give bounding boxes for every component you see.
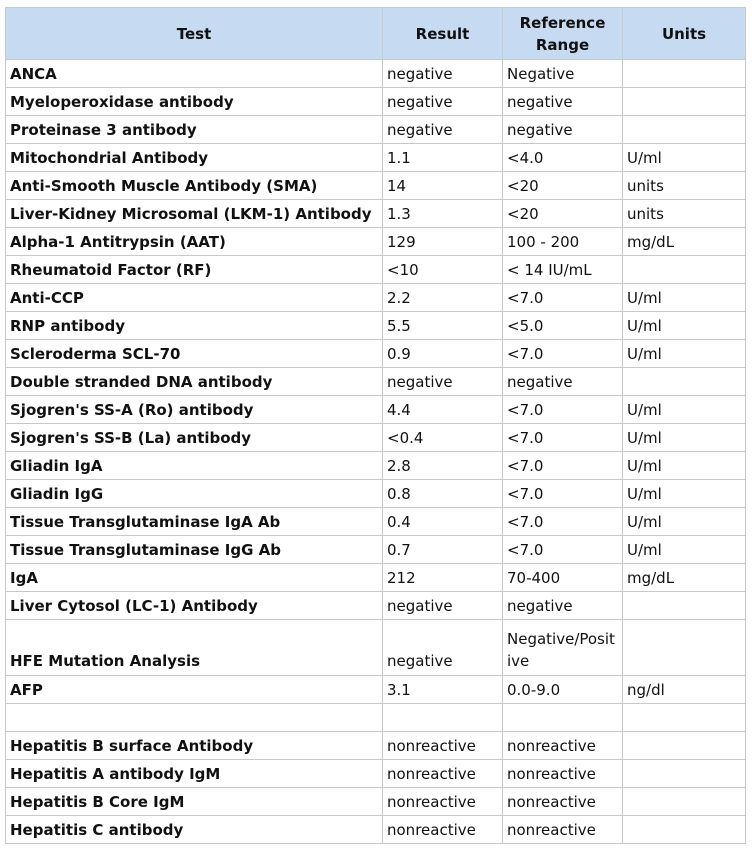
cell-units: units bbox=[623, 172, 746, 200]
cell-units: U/ml bbox=[623, 424, 746, 452]
header-result: Result bbox=[383, 8, 503, 60]
cell-units bbox=[623, 116, 746, 144]
cell-units: U/ml bbox=[623, 508, 746, 536]
cell-reference-range: <7.0 bbox=[503, 536, 623, 564]
cell-reference-range: <7.0 bbox=[503, 340, 623, 368]
cell-reference-range: nonreactive bbox=[503, 788, 623, 816]
cell-units bbox=[623, 88, 746, 116]
cell-reference-range: <4.0 bbox=[503, 144, 623, 172]
cell-units: units bbox=[623, 200, 746, 228]
cell-result: negative bbox=[383, 620, 503, 676]
table-row bbox=[6, 704, 746, 732]
table-row bbox=[6, 172, 746, 200]
cell-reference-range: nonreactive bbox=[503, 816, 623, 844]
cell-units: U/ml bbox=[623, 480, 746, 508]
table-row bbox=[6, 480, 746, 508]
cell-reference-range: <20 bbox=[503, 172, 623, 200]
cell-test: Tissue Transglutaminase IgA Ab bbox=[6, 508, 383, 536]
cell-test bbox=[6, 704, 383, 732]
cell-units bbox=[623, 760, 746, 788]
cell-test: Liver Cytosol (LC-1) Antibody bbox=[6, 592, 383, 620]
cell-test: Hepatitis B Core IgM bbox=[6, 788, 383, 816]
table-row bbox=[6, 60, 746, 88]
cell-units: U/ml bbox=[623, 396, 746, 424]
cell-result: negative bbox=[383, 88, 503, 116]
cell-test: AFP bbox=[6, 676, 383, 704]
cell-test: Rheumatoid Factor (RF) bbox=[6, 256, 383, 284]
cell-result: nonreactive bbox=[383, 788, 503, 816]
cell-test: Gliadin IgA bbox=[6, 452, 383, 480]
cell-units bbox=[623, 732, 746, 760]
cell-reference-range: negative bbox=[503, 116, 623, 144]
header-test: Test bbox=[6, 8, 383, 60]
table-row bbox=[6, 564, 746, 592]
cell-result: 129 bbox=[383, 228, 503, 256]
table-row bbox=[6, 340, 746, 368]
cell-result: 14 bbox=[383, 172, 503, 200]
cell-result: negative bbox=[383, 60, 503, 88]
table-row bbox=[6, 536, 746, 564]
cell-reference-range: 100 - 200 bbox=[503, 228, 623, 256]
cell-units bbox=[623, 620, 746, 676]
cell-units bbox=[623, 592, 746, 620]
table-row bbox=[6, 620, 746, 676]
table-row bbox=[6, 88, 746, 116]
cell-reference-range: <7.0 bbox=[503, 424, 623, 452]
cell-units: U/ml bbox=[623, 340, 746, 368]
cell-result: 0.4 bbox=[383, 508, 503, 536]
cell-result: 0.9 bbox=[383, 340, 503, 368]
cell-reference-range: nonreactive bbox=[503, 760, 623, 788]
cell-result: negative bbox=[383, 116, 503, 144]
cell-units: mg/dL bbox=[623, 564, 746, 592]
cell-result: <0.4 bbox=[383, 424, 503, 452]
cell-result: 1.1 bbox=[383, 144, 503, 172]
cell-reference-range: <20 bbox=[503, 200, 623, 228]
cell-reference-range: nonreactive bbox=[503, 732, 623, 760]
cell-reference-range: <5.0 bbox=[503, 312, 623, 340]
cell-units: ng/dl bbox=[623, 676, 746, 704]
table-row bbox=[6, 256, 746, 284]
cell-test: RNP antibody bbox=[6, 312, 383, 340]
cell-units: U/ml bbox=[623, 536, 746, 564]
cell-test: Myeloperoxidase antibody bbox=[6, 88, 383, 116]
cell-reference-range: <7.0 bbox=[503, 284, 623, 312]
cell-test: Anti-CCP bbox=[6, 284, 383, 312]
cell-test: Tissue Transglutaminase IgG Ab bbox=[6, 536, 383, 564]
cell-test: Liver-Kidney Microsomal (LKM-1) Antibody bbox=[6, 200, 383, 228]
table-row bbox=[6, 228, 746, 256]
table-row bbox=[6, 592, 746, 620]
cell-reference-range: negative bbox=[503, 368, 623, 396]
header-reference-range bbox=[503, 8, 623, 60]
cell-units: U/ml bbox=[623, 284, 746, 312]
cell-units bbox=[623, 704, 746, 732]
cell-test: IgA bbox=[6, 564, 383, 592]
cell-result: 212 bbox=[383, 564, 503, 592]
cell-reference-range: <7.0 bbox=[503, 452, 623, 480]
cell-units bbox=[623, 788, 746, 816]
cell-result: 2.2 bbox=[383, 284, 503, 312]
cell-reference-range bbox=[503, 704, 623, 732]
cell-result bbox=[383, 704, 503, 732]
cell-result: 1.3 bbox=[383, 200, 503, 228]
cell-test: HFE Mutation Analysis bbox=[6, 620, 383, 676]
cell-units: mg/dL bbox=[623, 228, 746, 256]
cell-result: nonreactive bbox=[383, 816, 503, 844]
cell-units: U/ml bbox=[623, 452, 746, 480]
cell-result: 3.1 bbox=[383, 676, 503, 704]
cell-test: Scleroderma SCL-70 bbox=[6, 340, 383, 368]
cell-units: U/ml bbox=[623, 312, 746, 340]
cell-reference-range: 70-400 bbox=[503, 564, 623, 592]
cell-reference-range: < 14 IU/mL bbox=[503, 256, 623, 284]
cell-reference-range: negative bbox=[503, 88, 623, 116]
cell-result: nonreactive bbox=[383, 732, 503, 760]
cell-result: <10 bbox=[383, 256, 503, 284]
table-row bbox=[6, 144, 746, 172]
header-row bbox=[6, 8, 746, 60]
cell-test: Sjogren's SS-B (La) antibody bbox=[6, 424, 383, 452]
lab-results-table bbox=[5, 7, 746, 844]
header-range-line1: Reference bbox=[519, 13, 606, 32]
cell-test: Hepatitis A antibody IgM bbox=[6, 760, 383, 788]
table-body bbox=[6, 60, 746, 844]
cell-units bbox=[623, 60, 746, 88]
cell-units: U/ml bbox=[623, 144, 746, 172]
table-row bbox=[6, 200, 746, 228]
header-range-line2: Range bbox=[535, 35, 590, 54]
cell-reference-range: <7.0 bbox=[503, 508, 623, 536]
table-row bbox=[6, 424, 746, 452]
cell-reference-range: <7.0 bbox=[503, 396, 623, 424]
table-row bbox=[6, 676, 746, 704]
cell-result: 5.5 bbox=[383, 312, 503, 340]
cell-result: 0.7 bbox=[383, 536, 503, 564]
header-units: Units bbox=[623, 8, 746, 60]
cell-reference-range: <7.0 bbox=[503, 480, 623, 508]
cell-result: negative bbox=[383, 592, 503, 620]
table-row bbox=[6, 508, 746, 536]
table-row bbox=[6, 312, 746, 340]
cell-units bbox=[623, 816, 746, 844]
table-row bbox=[6, 452, 746, 480]
cell-units bbox=[623, 256, 746, 284]
cell-reference-range: 0.0-9.0 bbox=[503, 676, 623, 704]
cell-test: Hepatitis C antibody bbox=[6, 816, 383, 844]
table-row bbox=[6, 284, 746, 312]
cell-test: Hepatitis B surface Antibody bbox=[6, 732, 383, 760]
cell-reference-range: Negative bbox=[503, 60, 623, 88]
table-row bbox=[6, 788, 746, 816]
cell-reference-range: negative bbox=[503, 592, 623, 620]
table-row bbox=[6, 732, 746, 760]
table-row bbox=[6, 368, 746, 396]
cell-test: Proteinase 3 antibody bbox=[6, 116, 383, 144]
table-row bbox=[6, 116, 746, 144]
cell-result: negative bbox=[383, 368, 503, 396]
cell-test: Mitochondrial Antibody bbox=[6, 144, 383, 172]
cell-result: 2.8 bbox=[383, 452, 503, 480]
cell-result: 4.4 bbox=[383, 396, 503, 424]
cell-test: Alpha-1 Antitrypsin (AAT) bbox=[6, 228, 383, 256]
cell-reference-range: Negative/Positive bbox=[503, 620, 623, 676]
cell-units bbox=[623, 368, 746, 396]
cell-result: nonreactive bbox=[383, 760, 503, 788]
cell-test: Gliadin IgG bbox=[6, 480, 383, 508]
table-row bbox=[6, 816, 746, 844]
table-row bbox=[6, 760, 746, 788]
cell-test: Anti-Smooth Muscle Antibody (SMA) bbox=[6, 172, 383, 200]
cell-test: Double stranded DNA antibody bbox=[6, 368, 383, 396]
cell-test: Sjogren's SS-A (Ro) antibody bbox=[6, 396, 383, 424]
cell-test: ANCA bbox=[6, 60, 383, 88]
cell-result: 0.8 bbox=[383, 480, 503, 508]
table-row bbox=[6, 396, 746, 424]
